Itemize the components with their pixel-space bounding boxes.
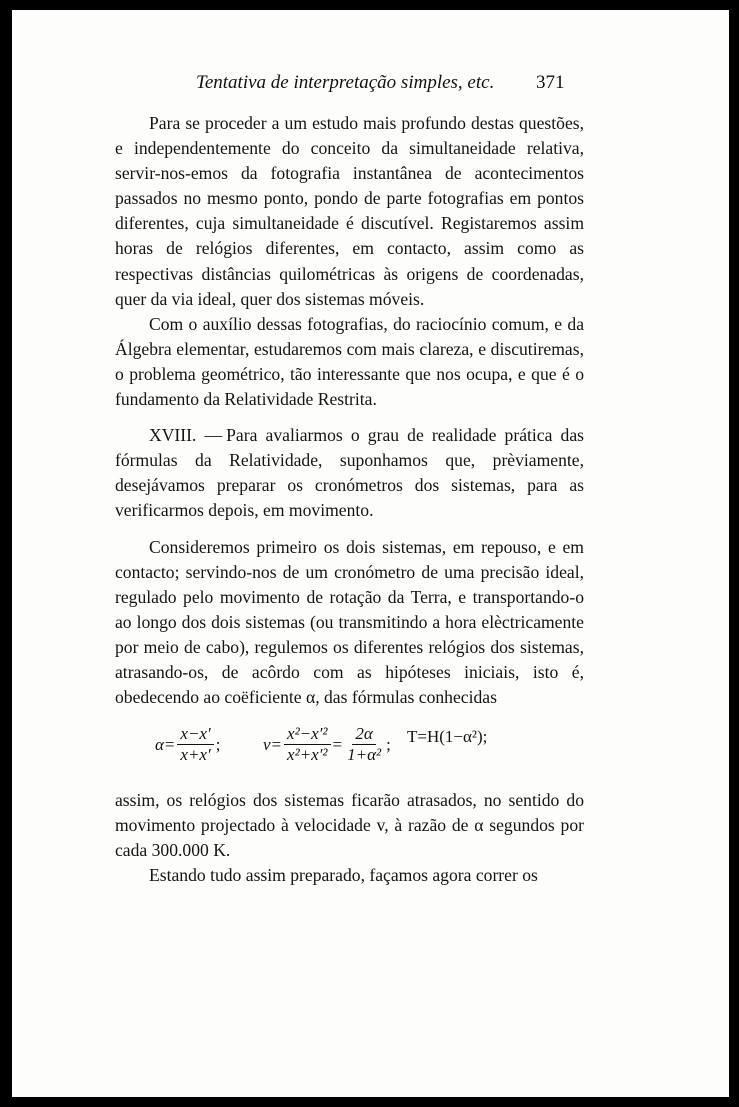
alpha-denominator: x+x′ — [180, 745, 211, 765]
formula-v — [263, 724, 391, 765]
v2-fraction — [344, 724, 384, 765]
alpha-numerator: x−x′ — [177, 724, 213, 745]
v2-numerator: 2α — [352, 724, 375, 745]
alpha-lhs: α= — [155, 735, 176, 755]
v-fraction — [284, 724, 330, 765]
v-lhs: v= — [263, 735, 283, 755]
running-title: Tentativa de interpretação simples, etc. — [196, 72, 495, 93]
alpha-fraction — [177, 724, 213, 765]
paragraph-consider: Consideremos primeiro os dois sistemas, em repouso, e em contacto; servindo-nos de um cronómetro de uma precisão ideal, regulado pelo movimento de rotação da Terra, e transportando-o ao longo dos dois sistemas (ou transmitindo a hora elèctricamente por meio de cabo), regulemos os diferentes relógios dos sistemas, atrasando-os, de acôrdo com as hipóteses iniciais, isto é, obedecendo ao coëficiente α, das fórmulas conhecidas — [115, 536, 584, 708]
section-label: XVIII. — — [149, 425, 223, 446]
separator-2: ; — [386, 735, 391, 755]
v2-denominator: 1+α² — [347, 745, 382, 765]
book-page — [12, 10, 729, 1097]
paragraph-last: Estando tudo assim preparado, façamos agora correr os — [149, 865, 538, 886]
section-text: Para avaliarmos o grau de realidade prática das fórmulas da Relatividade, suponhamos que, prèviamente, desejávamos preparar os cronómetros dos sistemas, para as verificarmos depois, em movimento. — [115, 425, 584, 521]
page-body — [115, 111, 584, 889]
v-denominator: x²+x′² — [287, 745, 328, 765]
paragraph-1: Para se proceder a um estudo mais profundo destas questões, e independentemente do conceito da simultaneidade relativa, servir-nos-emos da fotografia instantânea de acontecimentos passados no mesmo ponto, pondo de parte fotografias em pontos diferentes, cuja simultaneidade é discutível. Registaremos assim horas de relógios diferentes, em contacto, assim como as respectivas distâncias quilométricas às origens de coordenadas, quer da via ideal, quer dos sistemas móveis. — [115, 113, 584, 309]
separator-1: ; — [215, 735, 221, 755]
page-header — [12, 72, 729, 100]
v-numerator: x²−x′² — [284, 724, 330, 745]
equals-sign: = — [332, 735, 343, 755]
t-expression: T=H(1−α²); — [407, 727, 488, 747]
page-number: 371 — [536, 72, 565, 93]
formula-t — [407, 724, 487, 749]
formula-block — [115, 710, 584, 788]
paragraph-2: Com o auxílio dessas fotografias, do raciocínio comum, e da Álgebra elementar, estudaremos com mais clareza, e discutiremas, o problema geométrico, tão interessante que nos ocupa, e que é o fundamento da Relatividade Restrita. — [115, 313, 584, 410]
formula-alpha — [155, 724, 220, 765]
section-paragraph — [115, 423, 584, 523]
paragraph-after: assim, os relógios dos sistemas ficarão atrasados, no sentido do movimento projectado à velocidade v, à razão de α segundos por cada 300.000 K. — [115, 790, 584, 861]
